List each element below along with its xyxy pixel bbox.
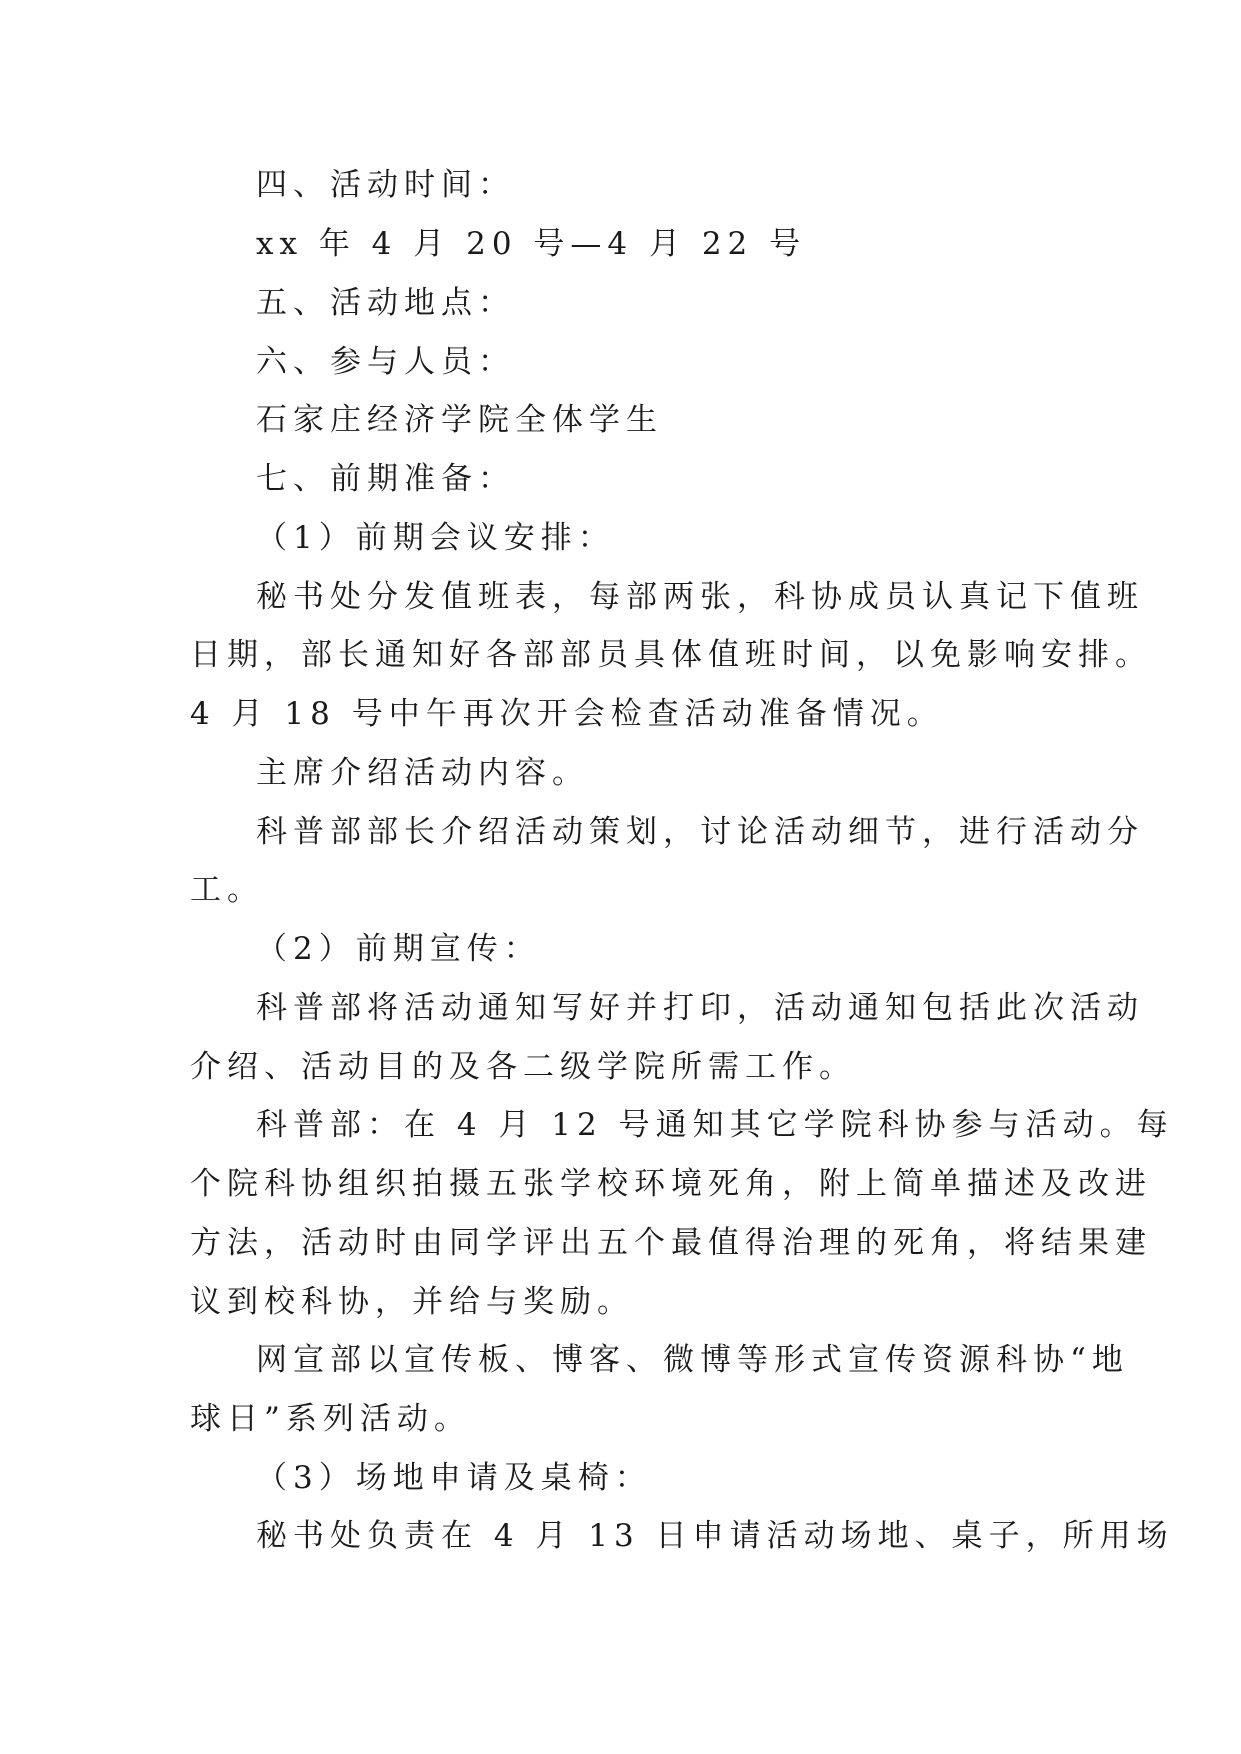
heading-participants: 六、参与人员： — [256, 344, 515, 380]
paragraph-line: 球日”系列活动。 — [190, 1401, 471, 1437]
participants-text: 石家庄经济学院全体学生 — [256, 402, 663, 438]
subheading-venue-furniture: （3）场地申请及桌椅： — [256, 1460, 652, 1496]
paragraph-line: 日期，部长通知好各部部员具体值班时间，以免影响安排。 — [190, 637, 1152, 673]
paragraph-line: 个院科协组织拍摄五张学校环境死角，附上简单描述及改进 — [190, 1166, 1152, 1202]
activity-date-text: xx 年 4 月 20 号—4 月 22 号 — [256, 226, 807, 262]
paragraph-line: 科普部部长介绍活动策划，讨论活动细节，进行活动分 — [256, 814, 1144, 850]
subheading-publicity: （2）前期宣传： — [256, 931, 541, 967]
paragraph-line: 4 月 18 号中午再次开会检查活动准备情况。 — [190, 696, 944, 732]
heading-preparation: 七、前期准备： — [256, 461, 515, 497]
heading-activity-time: 四、活动时间： — [256, 167, 515, 203]
paragraph-line: 主席介绍活动内容。 — [256, 755, 589, 791]
paragraph-line: 议到校科协，并给与奖励。 — [190, 1284, 634, 1320]
paragraph-line: 秘书处分发值班表，每部两张，科协成员认真记下值班 — [256, 579, 1144, 615]
heading-activity-location: 五、活动地点： — [256, 285, 515, 321]
subheading-meeting-arrangement: （1）前期会议安排： — [256, 520, 615, 556]
paragraph-line: 介绍、活动目的及各二级学院所需工作。 — [190, 1049, 856, 1085]
paragraph-line: 科普部将活动通知写好并打印，活动通知包括此次活动 — [256, 990, 1144, 1026]
paragraph-line: 工。 — [190, 872, 264, 908]
paragraph-line: 科普部：在 4 月 12 号通知其它学院科协参与活动。每 — [256, 1107, 1174, 1143]
paragraph-line: 网宣部以宣传板、博客、微博等形式宣传资源科协“地 — [256, 1342, 1129, 1378]
paragraph-line: 方法，活动时由同学评出五个最值得治理的死角，将结果建 — [190, 1225, 1152, 1261]
paragraph-line: 秘书处负责在 4 月 13 日申请活动场地、桌子，所用场 — [256, 1518, 1174, 1554]
